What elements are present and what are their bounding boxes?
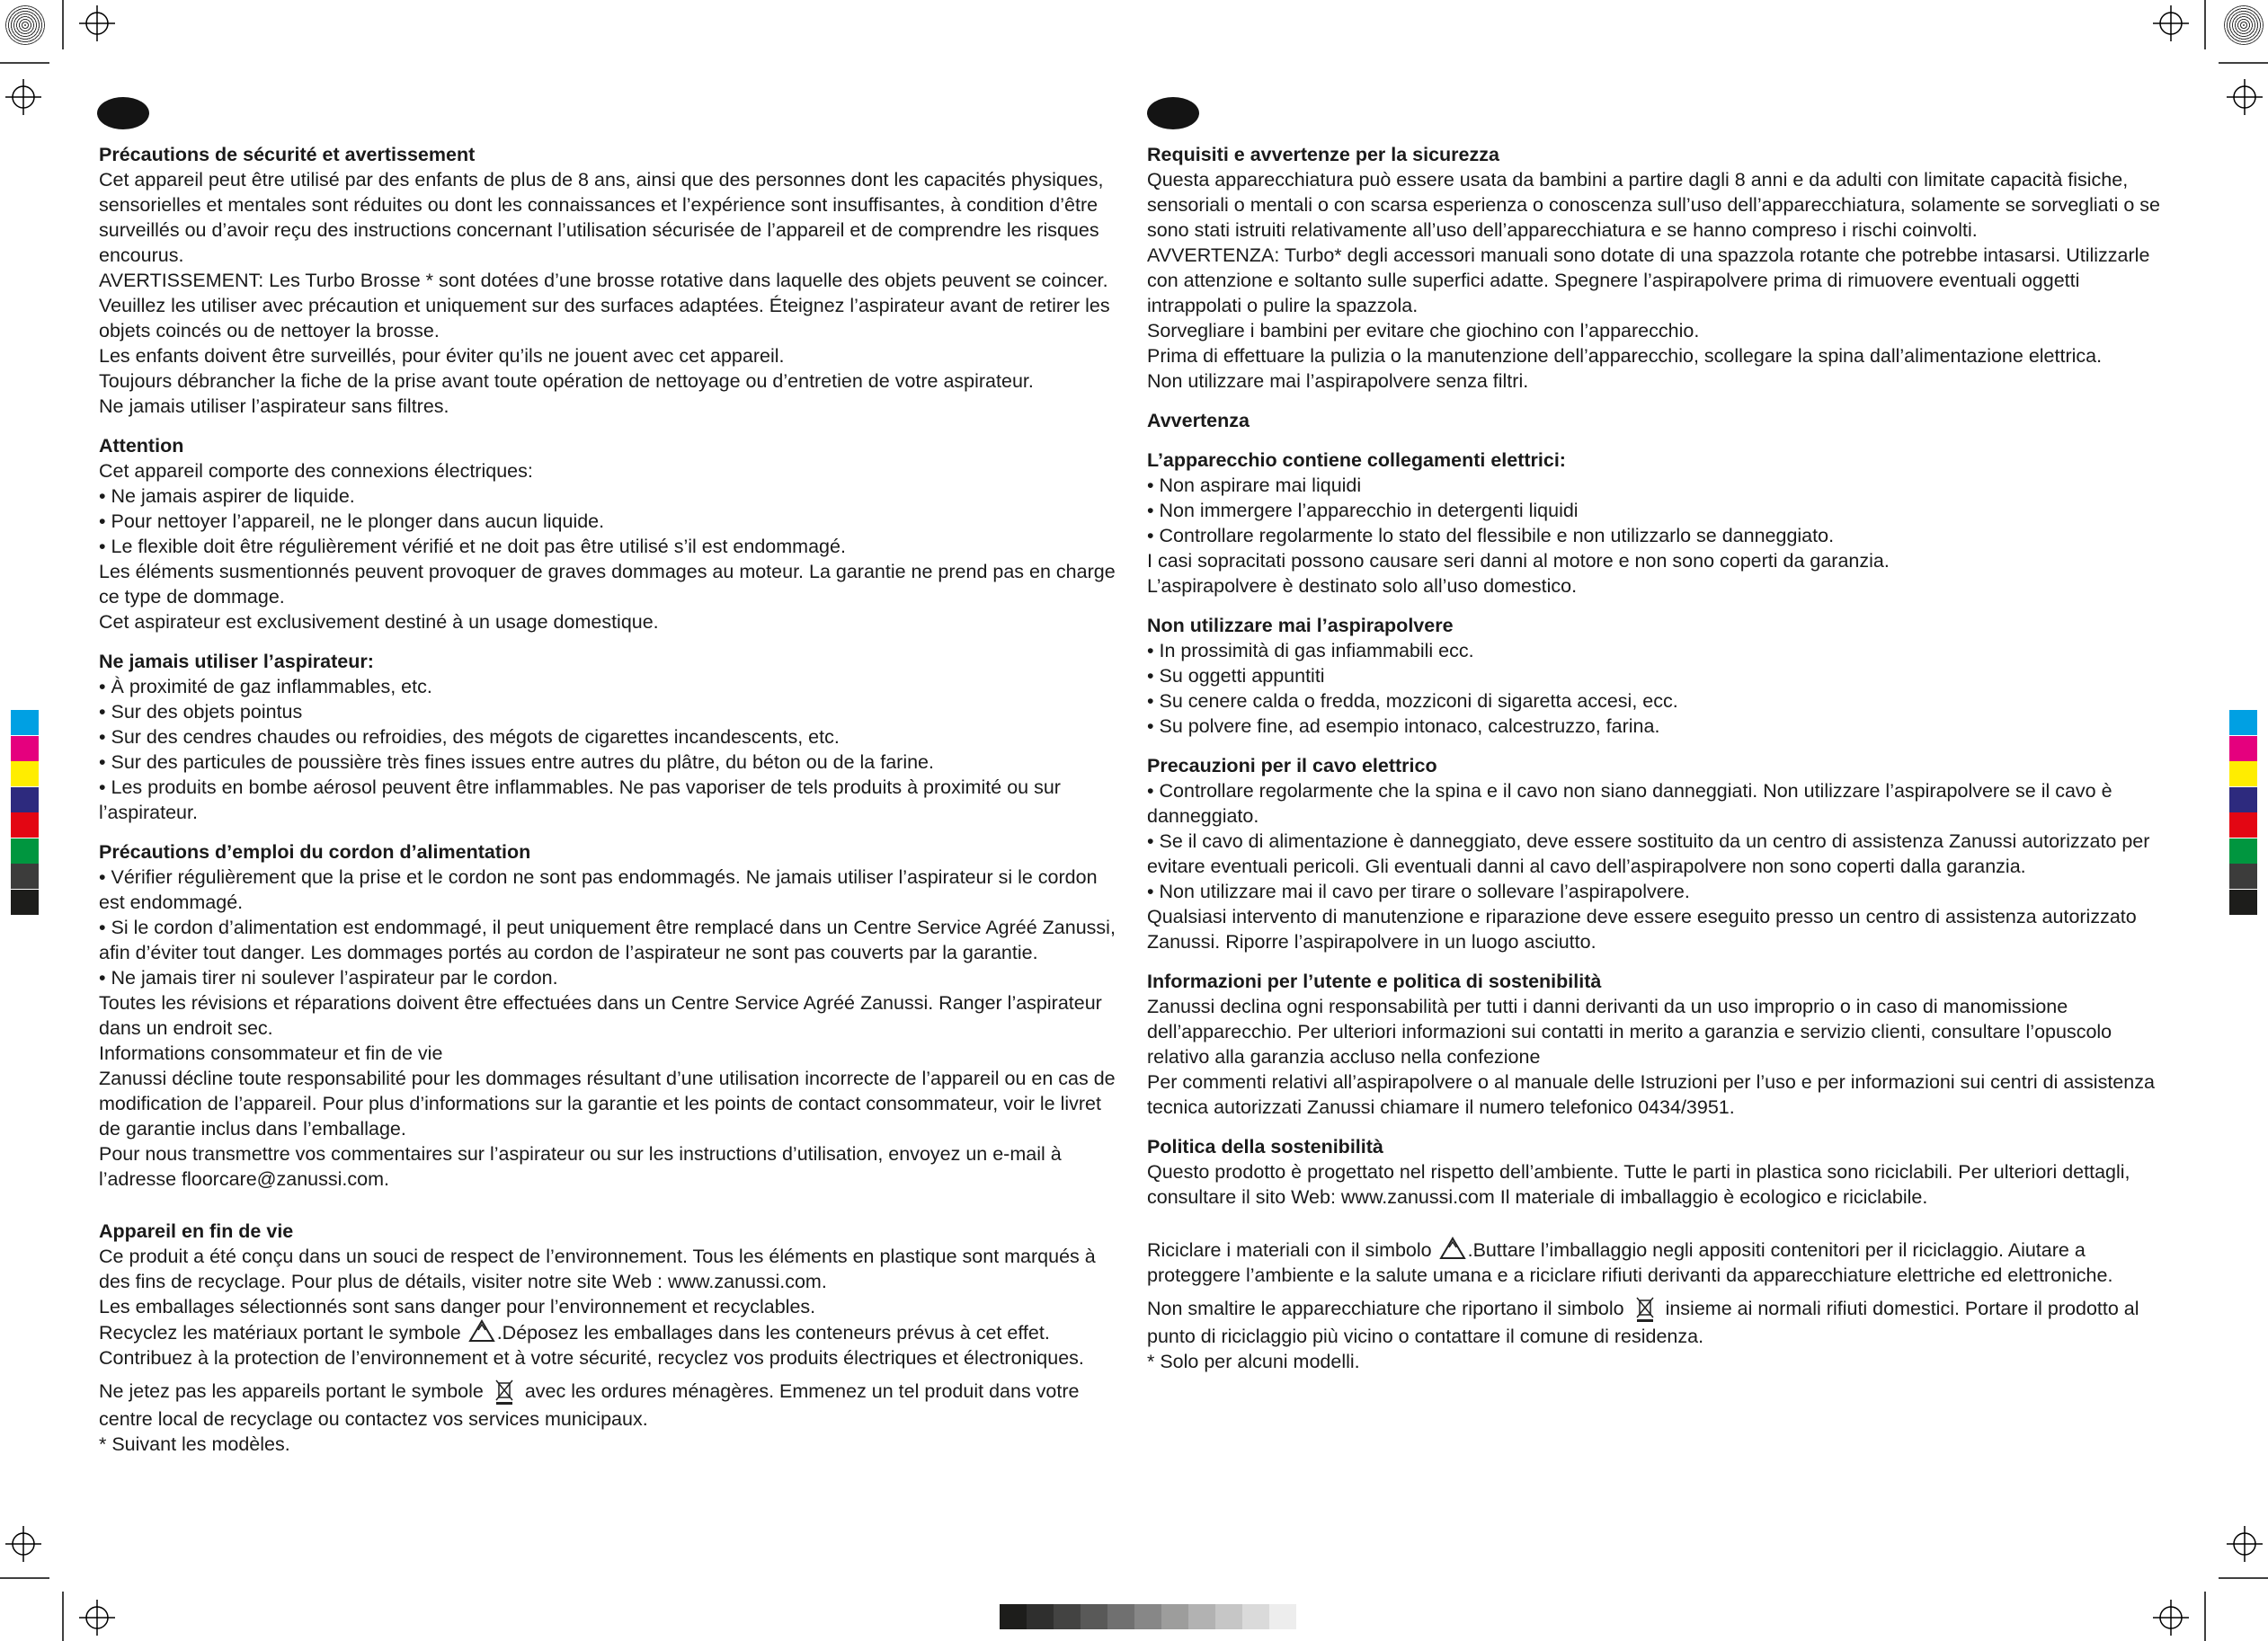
color-swatch (11, 838, 39, 864)
section (99, 142, 1124, 419)
gray-swatch (1161, 1604, 1188, 1629)
section-title: Ne jamais utiliser l’aspirateur: (99, 651, 374, 672)
paragraph: • Sur des objets pointus (99, 701, 303, 723)
paragraph: Prima di effettuare la pulizia o la manutenzione dell’apparecchio, scollegare la spina dall’alimentazione elettrica. (1147, 345, 2103, 367)
paragraph: Cet appareil comporte des connexions électriques: (99, 460, 533, 482)
paragraph: • Les produits en bombe aérosol peuvent être inflammables. Ne pas vaporiser de tels produits à proximité ou sur l’aspirateur. (99, 776, 1061, 823)
section-title: Politica della sostenibilità (1147, 1136, 1383, 1158)
color-swatch (11, 787, 39, 812)
section-title: Precauzioni per il cavo elettrico (1147, 755, 1437, 776)
paragraph: • Ne jamais aspirer de liquide. (99, 485, 355, 507)
paragraph: • Controllare regolarmente lo stato del flessibile e non utilizzarlo se danneggiato. (1147, 525, 1835, 546)
paragraph: Zanussi declina ogni responsabilità per tutti i danni derivanti da un uso improprio o in caso di manomissione dell’apparecchio. Per ulteriori informazioni sui contatti in merito a garanzia e servizio clienti, consultare l’opuscolo relativo alla garanzia accluso nella confezione (1147, 996, 2112, 1068)
language-badge-italian (1147, 97, 1199, 129)
paragraph: Recyclez les matériaux portant le symbole .Déposez les emballages dans les conteneurs prévus à cet effet. Contribuez à la protection de l’environnement et à votre sécurité, recyclez vos produits électriques et électroniques. (99, 1319, 1124, 1370)
section-title: Précautions d’emploi du cordon d’alimentation (99, 841, 531, 863)
section-end-of-life (99, 1219, 1124, 1457)
section-title: Attention (99, 435, 184, 457)
crossed-bin-icon (491, 1376, 518, 1406)
paragraph: Non smaltire le apparecchiature che riportano il simbolo insieme ai normali rifiuti domestici. Portare il prodotto al punto di riciclaggio più vicino o contattare il comune di residenza. (1147, 1293, 2168, 1349)
gray-swatch (1215, 1604, 1242, 1629)
section (1147, 1134, 2168, 1210)
section (99, 433, 1124, 634)
paragraph: Riciclare i materiali con il simbolo .Buttare l’imballaggio negli appositi contenitori per il riciclaggio. Aiutare a proteggere l’ambiente e la salute umana e a riciclare rifiuti derivanti da apparecchiature elettriche ed elettroniche. (1147, 1237, 2168, 1288)
section (1147, 448, 2168, 599)
color-swatch (11, 812, 39, 838)
paragraph: * Solo per alcuni modelli. (1147, 1351, 1360, 1372)
paragraph: • Non aspirare mai liquidi (1147, 475, 1362, 496)
section (99, 839, 1124, 1192)
section-title: Avvertenza (1147, 410, 1250, 431)
paragraph: Questo prodotto è progettato nel rispetto dell’ambiente. Tutte le parti in plastica sono riciclabili. Per ulteriori dettagli, consultare il sito Web: www.zanussi.com Il materiale di imballaggio è ecologico e riciclabile. (1147, 1161, 2130, 1208)
paragraph: • Si le cordon d’alimentation est endommagé, il peut uniquement être remplacé dans un Centre Service Agréé Zanussi, afin d’éviter tout danger. Les dommages portés au cordon de l’aspirateur ne sont pas couverts par la garantie. (99, 917, 1116, 963)
paragraph: Toujours débrancher la fiche de la prise avant toute opération de nettoyage ou d’entretien de votre aspirateur. (99, 370, 1034, 392)
gray-swatch (1188, 1604, 1215, 1629)
gray-swatch (1107, 1604, 1134, 1629)
section (99, 649, 1124, 825)
paragraph: • Se il cavo di alimentazione è danneggiato, deve essere sostituito da un centro di assistenza Zanussi autorizzato per evitare eventuali pericoli. Gli eventuali danni al cavo dell’aspirapolvere non sono coperti dalla garanzia. (1147, 830, 2150, 877)
paragraph: Les éléments susmentionnés peuvent provoquer de graves dommages au moteur. La garantie ne prend pas en charge ce type de dommage. (99, 561, 1116, 608)
paragraph: • À proximité de gaz inflammables, etc. (99, 676, 432, 697)
paragraph: Informations consommateur et fin de vie (99, 1042, 443, 1064)
paragraph: Ne jamais utiliser l’aspirateur sans filtres. (99, 395, 449, 417)
paragraph: Cet aspirateur est exclusivement destiné à un usage domestique. (99, 611, 659, 633)
paragraph: Per commenti relativi all’aspirapolvere o al manuale delle Istruzioni per l’uso e per informazioni sui centri di assistenza tecnica autorizzati Zanussi chiamare il numero telefonico 0434/3951. (1147, 1071, 2155, 1118)
color-swatch (2229, 812, 2257, 838)
paragraph: • Ne jamais tirer ni soulever l’aspirateur par le cordon. (99, 967, 558, 989)
registration-target-top-right (2224, 5, 2264, 45)
color-swatch (2229, 890, 2257, 915)
paragraph: • In prossimità di gas infiammabili ecc. (1147, 640, 1474, 661)
paragraph: Ce produit a été conçu dans un souci de respect de l’environnement. Tous les éléments en plastique sont marqués à des fins de recyclage. Pour plus de détails, visiter notre site Web : www.zanussi.com. (99, 1246, 1096, 1292)
paragraph: • Non utilizzare mai il cavo per tirare o sollevare l’aspirapolvere. (1147, 881, 1690, 902)
paragraph: Pour nous transmettre vos commentaires sur l’aspirateur ou sur les instructions d’utilisation, envoyez un e-mail à l’adresse floorcare@zanussi.com. (99, 1143, 1062, 1190)
paragraph: • Non immergere l’apparecchio in detergenti liquidi (1147, 500, 1579, 521)
gray-swatch (1242, 1604, 1269, 1629)
section-title: Non utilizzare mai l’aspirapolvere (1147, 615, 1454, 636)
color-swatch (2229, 761, 2257, 786)
section-title: Informazioni per l’utente e politica di sostenibilità (1147, 971, 1602, 992)
section-title: Requisiti e avvertenze per la sicurezza (1147, 144, 1499, 165)
section-title: Précautions de sécurité et avertissement (99, 144, 476, 165)
section (1147, 753, 2168, 954)
section-title: Appareil en fin de vie (99, 1220, 294, 1242)
gray-swatch (1269, 1604, 1296, 1629)
paragraph: • Su cenere calda o fredda, mozziconi di sigaretta accesi, ecc. (1147, 690, 1678, 712)
paragraph: Les emballages sélectionnés sont sans danger pour l’environnement et recyclables. (99, 1296, 816, 1317)
paragraph: * Suivant les modèles. (99, 1433, 290, 1455)
italian-column (1147, 142, 2168, 1388)
french-column (99, 142, 1124, 1471)
paragraph: Non utilizzare mai l’aspirapolvere senza filtri. (1147, 370, 1529, 392)
recycle-icon (468, 1319, 495, 1343)
paragraph: Sorvegliare i bambini per evitare che giochino con l’apparecchio. (1147, 320, 1700, 342)
paragraph: • Controllare regolarmente che la spina e il cavo non siano danneggiati. Non utilizzare l’aspirapolvere se il cavo è danneggiato. (1147, 780, 2112, 827)
paragraph: Zanussi décline toute responsabilité pour les dommages résultant d’une utilisation incorrecte de l’appareil ou en cas de modification de l’appareil. Pour plus d’informations sur la garantie et les points de contact consommateur, voir le livret de garantie inclus dans l’emballage. (99, 1068, 1116, 1140)
color-swatch (2229, 736, 2257, 761)
color-swatch (2229, 864, 2257, 889)
color-swatch (11, 864, 39, 889)
color-swatch (2229, 787, 2257, 812)
color-swatch (2229, 838, 2257, 864)
registration-target-top-left (5, 5, 45, 45)
section-title: L’apparecchio contiene collegamenti elettrici: (1147, 449, 1566, 471)
paragraph: AVVERTENZA: Turbo* degli accessori manuali sono dotate di una spazzola rotante che potrebbe intasarsi. Utilizzarle con attenzione e soltanto sulle superfici adatte. Spegnere l’aspirapolvere prima di rimuovere eventuali oggetti intrappolati o pulire la spazzola. (1147, 244, 2150, 316)
paragraph: • Su oggetti appuntiti (1147, 665, 1325, 687)
paragraph: Toutes les révisions et réparations doivent être effectuées dans un Centre Service Agréé Zanussi. Ranger l’aspirateur dans un endroit sec. (99, 992, 1102, 1039)
paragraph: • Sur des cendres chaudes ou refroidies, des mégots de cigarettes incandescents, etc. (99, 726, 840, 748)
color-swatch (11, 761, 39, 786)
gray-swatch (1081, 1604, 1107, 1629)
paragraph: AVERTISSEMENT: Les Turbo Brosse * sont dotées d’une brosse rotative dans laquelle des objets peuvent se coincer. Veuillez les utiliser avec précaution et uniquement sur des surfaces adaptées. Éteignez l’aspirateur avant de retirer les objets coincés ou de nettoyer la brosse. (99, 270, 1110, 342)
paragraph: • Le flexible doit être régulièrement vérifié et ne doit pas être utilisé s’il est endommagé. (99, 536, 846, 557)
paragraph: L’aspirapolvere è destinato solo all’uso domestico. (1147, 575, 1578, 597)
gray-swatch (1054, 1604, 1081, 1629)
color-swatch (2229, 710, 2257, 735)
paragraph: Cet appareil peut être utilisé par des enfants de plus de 8 ans, ainsi que des personnes dont les capacités physiques, sensorielles et mentales sont réduites ou dont les connaissances et l’expérience sont insuffisantes, à condition d’être surveillés ou d’avoir reçu des instructions concernant l’utilisation sécurisée de l’appareil et de comprendre les risques encourus. (99, 169, 1104, 266)
color-swatch (11, 890, 39, 915)
color-swatch (11, 710, 39, 735)
paragraph: Les enfants doivent être surveillés, pour éviter qu’ils ne jouent avec cet appareil. (99, 345, 785, 367)
crossed-bin-icon (1632, 1293, 1659, 1324)
paragraph: Qualsiasi intervento di manutenzione e riparazione deve essere eseguito presso un centro di assistenza autorizzato Zanussi. Riporre l’aspirapolvere in un luogo asciutto. (1147, 906, 2137, 953)
paragraph: • Pour nettoyer l’appareil, ne le plonger dans aucun liquide. (99, 510, 605, 532)
paragraph: • Vérifier régulièrement que la prise et le cordon ne sont pas endommagés. Ne jamais utiliser l’aspirateur si le cordon est endommagé. (99, 866, 1098, 913)
paragraph: Questa apparecchiatura può essere usata da bambini a partire dagli 8 anni e da adulti con limitate capacità fisiche, sensoriali o mentali o con scarsa esperienza o conoscenza sull’uso dell’apparecchiatura, solamente se sorvegliati o se sono stati istruiti relativamente all’uso dell’apparecchiatura e se hanno compreso i rischi coinvolti. (1147, 169, 2160, 241)
paragraph: • Su polvere fine, ad esempio intonaco, calcestruzzo, farina. (1147, 715, 1660, 737)
section (1147, 408, 2168, 433)
paragraph: • Sur des particules de poussière très fines issues entre autres du plâtre, du béton ou de la farine. (99, 751, 934, 773)
section (1147, 142, 2168, 394)
gray-swatch (1027, 1604, 1054, 1629)
section (1147, 969, 2168, 1120)
paragraph: I casi sopracitati possono causare seri danni al motore e non sono coperti da garanzia. (1147, 550, 1890, 572)
section (1147, 613, 2168, 739)
gray-swatch (1000, 1604, 1027, 1629)
paragraph: Ne jetez pas les appareils portant le symbole avec les ordures ménagères. Emmenez un tel produit dans votre centre local de recyclage ou contactez vos services municipaux. (99, 1376, 1124, 1432)
color-swatch (11, 736, 39, 761)
section-recycling (1147, 1237, 2168, 1374)
gray-swatch (1134, 1604, 1161, 1629)
recycle-icon (1439, 1237, 1466, 1260)
language-badge-french (97, 97, 149, 129)
